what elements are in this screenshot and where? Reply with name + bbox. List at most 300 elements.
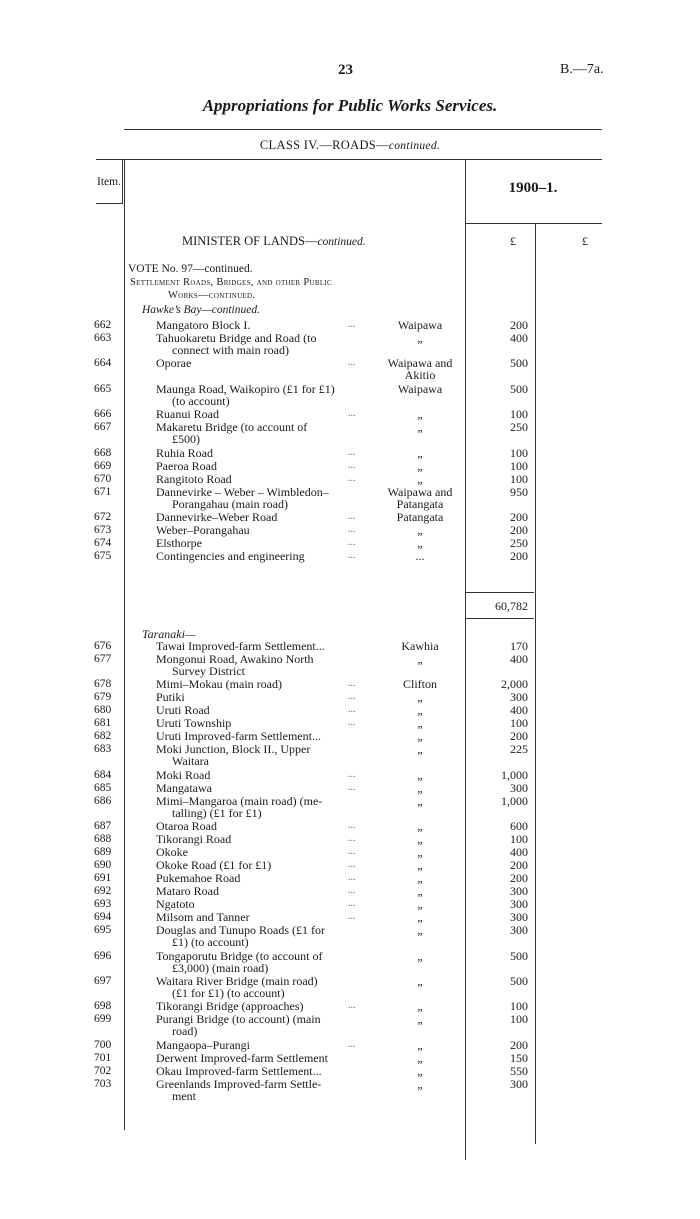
- item-amount: 100: [510, 832, 528, 847]
- item-district-line: „: [417, 407, 423, 422]
- item-district: [380, 885, 460, 897]
- item-amount: 400: [510, 703, 528, 718]
- item-number: 682: [94, 730, 112, 743]
- minister-cont: continued.: [317, 236, 366, 248]
- item-description-line: Tahuokaretu Bridge and Road (to: [156, 331, 317, 345]
- item-amount: 300: [510, 884, 528, 899]
- class-rule: [96, 159, 602, 160]
- item-district: [380, 357, 460, 381]
- item-district: [380, 653, 460, 665]
- item-amount: 300: [510, 780, 528, 795]
- item-description-line: Rangitoto Road: [156, 471, 232, 486]
- item-description: [156, 769, 210, 781]
- pound-sign-2: £: [582, 234, 588, 248]
- item-district-line: „: [417, 780, 423, 795]
- item-number: 690: [94, 859, 112, 872]
- item-description-line: Putiki: [156, 690, 185, 705]
- item-description: [156, 975, 318, 999]
- item-amount: 1,000: [501, 767, 528, 782]
- item-number: 696: [94, 949, 112, 962]
- item-description: [156, 511, 277, 523]
- pound-sign-1: £: [510, 234, 516, 248]
- item-number: 687: [94, 820, 112, 833]
- item-number: 684: [94, 768, 112, 781]
- item-description-line: Moki Junction, Block II., Upper: [156, 742, 311, 757]
- item-description-line: Paeroa Road: [156, 458, 217, 473]
- subtotal-rule-top: [466, 592, 534, 593]
- item-amount: 300: [510, 690, 528, 705]
- item-district: [380, 704, 460, 716]
- item-district-line: „: [417, 999, 423, 1014]
- item-number: 685: [94, 781, 112, 794]
- item-header-rule: [96, 203, 123, 204]
- year-header-rule: [465, 223, 602, 224]
- item-description-line: Ngatoto: [156, 897, 195, 912]
- item-amount: 200: [510, 871, 528, 886]
- item-description: [156, 820, 217, 832]
- item-description-line: Mangatawa: [156, 780, 212, 795]
- item-district: [380, 833, 460, 845]
- item-description-line: Mangaopa–Purangi: [156, 1037, 250, 1052]
- item-number: 694: [94, 911, 112, 924]
- leader-dots: ...: [348, 859, 356, 871]
- item-number: 672: [94, 511, 112, 523]
- second-amount-col-rule: [535, 224, 536, 1144]
- item-number: 676: [94, 640, 112, 652]
- item-description: [156, 1052, 328, 1064]
- item-description: [156, 678, 282, 690]
- item-amount: 100: [510, 471, 528, 486]
- item-description-line: Waitara River Bridge (main road): [156, 974, 318, 988]
- item-district-line: „: [417, 331, 423, 345]
- subtotal-value: 60,782: [495, 599, 528, 613]
- item-description-line: Purangi Bridge (to account) (main: [156, 1012, 321, 1027]
- item-number: 697: [94, 975, 112, 987]
- minister-main: MINISTER OF LANDS—: [182, 234, 318, 248]
- item-description-line: Oporae: [156, 356, 192, 371]
- item-district-line: ...: [415, 549, 425, 563]
- item-district-line: „: [417, 793, 423, 808]
- item-amount: 400: [510, 652, 528, 666]
- item-district: [380, 550, 460, 562]
- item-district: [380, 1000, 460, 1012]
- item-description: [156, 795, 322, 819]
- item-description-line: Okau Improved-farm Settlement...: [156, 1063, 322, 1078]
- item-district-line: „: [417, 690, 423, 705]
- item-description: [156, 924, 325, 948]
- leader-dots: ...: [348, 781, 356, 793]
- item-amount: 100: [510, 999, 528, 1014]
- item-number: 683: [94, 743, 112, 756]
- item-district-line: „: [417, 742, 423, 757]
- item-amount: 100: [510, 1012, 528, 1027]
- item-district: [380, 691, 460, 703]
- item-description-line: Weber–Porangahau: [156, 523, 250, 537]
- item-district: [380, 924, 460, 936]
- item-description: [156, 782, 212, 794]
- item-district: [380, 1052, 460, 1064]
- item-description-line: Tikorangi Road: [156, 832, 232, 847]
- item-description: [156, 421, 307, 445]
- item-number: 681: [94, 717, 112, 730]
- item-district: [380, 447, 460, 459]
- item-number: 702: [94, 1064, 112, 1077]
- item-district-line: „: [417, 884, 423, 899]
- item-district: [380, 1078, 460, 1090]
- item-district: [380, 859, 460, 871]
- item-description: [156, 383, 335, 407]
- item-description-line: Mataro Road: [156, 884, 219, 899]
- page-number: 23: [338, 62, 353, 78]
- item-description-line: Mangatoro Block I.: [156, 318, 251, 332]
- item-number: 673: [94, 524, 112, 536]
- item-description-line: Makaretu Bridge (to account of: [156, 420, 308, 435]
- item-district-line: „: [417, 1037, 423, 1052]
- item-district-line: Waipawa: [397, 381, 443, 396]
- leader-dots: ...: [348, 408, 356, 420]
- item-district-line: „: [417, 948, 423, 963]
- leader-dots: ...: [348, 885, 356, 897]
- item-amount: 150: [510, 1050, 528, 1065]
- leader-dots: ...: [348, 768, 356, 780]
- item-description: [156, 743, 310, 767]
- vote-subheading-cont: Works—continued.: [168, 290, 256, 301]
- item-description-line: Ruanui Road: [156, 407, 219, 422]
- item-amount: 300: [510, 1076, 528, 1091]
- item-district-line: „: [417, 703, 423, 718]
- item-district: [380, 1039, 460, 1051]
- item-district-line: „: [417, 1050, 423, 1065]
- item-description: [156, 524, 250, 536]
- item-amount: 100: [510, 445, 528, 460]
- item-description-line: Derwent Improved-farm Settlement: [156, 1050, 328, 1065]
- item-number: 692: [94, 885, 112, 898]
- item-description: [156, 537, 202, 549]
- item-district-line: „: [417, 458, 423, 473]
- item-description-line: Moki Road: [156, 767, 211, 782]
- item-description-line: (to account): [172, 393, 230, 408]
- item-description-line: £1) (to account): [172, 935, 249, 950]
- leader-dots: ...: [348, 472, 356, 484]
- item-description: [156, 846, 188, 858]
- item-district: [380, 473, 460, 485]
- item-district: [380, 730, 460, 742]
- item-amount: 250: [510, 536, 528, 550]
- item-district-line: Waipawa and: [387, 356, 453, 371]
- item-description-line: Tawai Improved-farm Settlement...: [156, 639, 325, 653]
- item-district: [380, 769, 460, 781]
- item-district: [380, 782, 460, 794]
- item-description: [156, 1065, 322, 1077]
- item-district-line: „: [417, 910, 423, 925]
- item-district: [380, 332, 460, 344]
- item-number: 695: [94, 924, 112, 937]
- leader-dots: ...: [348, 704, 356, 716]
- item-amount: 250: [510, 420, 528, 435]
- item-district-line: „: [417, 832, 423, 847]
- item-col-left-rule: [122, 160, 123, 203]
- leader-dots: ...: [348, 1038, 356, 1050]
- vote-heading: VOTE No. 97—continued.: [128, 263, 253, 275]
- item-number: 677: [94, 653, 112, 665]
- item-district-line: „: [417, 858, 423, 873]
- item-description: [156, 1039, 250, 1051]
- item-amount: 400: [510, 845, 528, 860]
- item-amount: 170: [510, 639, 528, 653]
- item-description-line: Maunga Road, Waikopiro (£1 for £1): [156, 381, 335, 396]
- item-description-line: connect with main road): [172, 343, 289, 357]
- leader-dots: ...: [348, 898, 356, 910]
- vote-subheading: Settlement Roads, Bridges, and other Public: [130, 277, 333, 288]
- item-description: [156, 833, 231, 845]
- item-description: [156, 885, 219, 897]
- leader-dots: ...: [348, 846, 356, 858]
- leader-dots: ...: [348, 537, 356, 548]
- item-number: 699: [94, 1013, 112, 1026]
- item-district: [380, 795, 460, 807]
- item-description-line: Ruhia Road: [156, 445, 213, 460]
- leader-dots: ...: [348, 524, 356, 535]
- item-amount: 300: [510, 897, 528, 912]
- item-number: 675: [94, 550, 112, 562]
- item-description: [156, 486, 329, 510]
- leader-dots: ...: [348, 511, 356, 522]
- item-amount: 600: [510, 819, 528, 834]
- document-reference: B.—7a.: [560, 62, 604, 77]
- item-description-line: Uruti Township: [156, 716, 232, 731]
- leader-dots: ...: [348, 911, 356, 923]
- item-amount: 225: [510, 742, 528, 757]
- item-description-line: Elsthorpe: [156, 536, 202, 550]
- item-amount: 200: [510, 549, 528, 563]
- item-amount: 400: [510, 331, 528, 345]
- item-district: [380, 383, 460, 395]
- item-description-line: road): [172, 1024, 198, 1039]
- leader-dots: ...: [348, 459, 356, 471]
- class-heading-main: CLASS IV.—ROADS—: [259, 138, 389, 152]
- item-amount: 200: [510, 523, 528, 537]
- item-district: [380, 408, 460, 420]
- item-district: [380, 537, 460, 549]
- item-description: [156, 730, 321, 742]
- item-description-line: Uruti Road: [156, 703, 210, 718]
- item-district-line: Akitio: [404, 368, 436, 383]
- region-heading-taranaki: Taranaki—: [142, 627, 196, 641]
- leader-dots: ...: [348, 446, 356, 458]
- item-description-line: (£1 for £1) (to account): [172, 986, 285, 1000]
- item-description-line: Dannevirke–Weber Road: [156, 510, 278, 524]
- item-description: [156, 691, 185, 703]
- item-district-line: „: [417, 767, 423, 782]
- item-amount: 200: [510, 510, 528, 524]
- item-description: [156, 408, 219, 420]
- item-district: [380, 678, 460, 690]
- item-district-line: „: [417, 536, 423, 550]
- item-district-line: „: [417, 897, 423, 912]
- item-district: [380, 872, 460, 884]
- leader-dots: ...: [348, 357, 356, 369]
- item-description-line: Tikorangi Bridge (approaches): [156, 999, 304, 1014]
- item-description: [156, 911, 250, 923]
- item-number: 700: [94, 1038, 112, 1051]
- item-amount: 100: [510, 458, 528, 473]
- item-number: 680: [94, 704, 112, 717]
- item-description: [156, 550, 305, 562]
- item-district-line: „: [417, 845, 423, 860]
- item-description: [156, 1013, 321, 1037]
- item-description-line: Contingencies and engineering: [156, 549, 305, 563]
- item-amount: 500: [510, 381, 528, 396]
- item-amount: 500: [510, 356, 528, 371]
- item-amount: 100: [510, 716, 528, 731]
- item-description: [156, 473, 232, 485]
- item-district: [380, 911, 460, 923]
- item-header: Item.: [97, 176, 121, 188]
- item-amount: 100: [510, 407, 528, 422]
- item-district-line: „: [417, 652, 423, 666]
- item-number: 670: [94, 472, 112, 485]
- item-district: [380, 460, 460, 472]
- item-amount: 200: [510, 858, 528, 873]
- item-number: 668: [94, 446, 112, 459]
- item-district-line: Patangata: [396, 510, 444, 524]
- item-description-line: Okoke: [156, 845, 188, 860]
- item-description-line: Greenlands Improved-farm Settle-: [156, 1076, 322, 1091]
- item-description: [156, 640, 325, 652]
- item-district-line: „: [417, 923, 423, 938]
- subtotal-rule-bottom: [466, 618, 534, 619]
- item-description-line: talling) (£1 for £1): [172, 805, 262, 820]
- leader-dots: ...: [348, 833, 356, 845]
- leader-dots: ...: [348, 820, 356, 832]
- item-district-line: „: [417, 819, 423, 834]
- item-number: 691: [94, 872, 112, 885]
- item-number: 686: [94, 794, 112, 807]
- item-description-line: Mimi–Mokau (main road): [156, 677, 282, 692]
- item-district: [380, 975, 460, 987]
- class-heading-cont: continued.: [388, 140, 441, 152]
- item-number: 701: [94, 1051, 112, 1064]
- item-district: [380, 524, 460, 536]
- item-district-line: Clifton: [402, 677, 437, 692]
- item-description: [156, 357, 191, 369]
- amount-col-rule: [465, 160, 466, 1160]
- title-rule: [124, 129, 602, 130]
- year-header: 1900–1.: [508, 180, 558, 196]
- item-amount: 550: [510, 1063, 528, 1078]
- item-description: [156, 653, 314, 677]
- item-district-line: Waipawa and: [387, 484, 453, 499]
- item-district: [380, 421, 460, 433]
- item-number: 667: [94, 421, 112, 434]
- item-amount: 200: [510, 1037, 528, 1052]
- item-district: [380, 511, 460, 523]
- item-number: 662: [94, 319, 112, 331]
- item-amount: 2,000: [501, 677, 528, 692]
- item-description-line: Douglas and Tunupo Roads (£1 for: [156, 923, 326, 938]
- item-district: [380, 743, 460, 755]
- item-district: [380, 640, 460, 652]
- item-description-line: Okoke Road (£1 for £1): [156, 858, 272, 873]
- item-description-line: Mongonui Road, Awakino North: [156, 652, 314, 666]
- leader-dots: ...: [348, 678, 356, 690]
- item-district: [380, 846, 460, 858]
- item-district-line: „: [417, 1012, 423, 1027]
- minister-heading: [182, 234, 366, 249]
- item-district-line: „: [417, 871, 423, 886]
- item-district-line: Waipawa: [397, 318, 443, 332]
- item-description-line: £500): [172, 432, 200, 447]
- item-description: [156, 950, 322, 974]
- item-amount: 200: [510, 318, 528, 332]
- leader-dots: ...: [348, 872, 356, 884]
- item-number: 665: [94, 382, 112, 395]
- item-description-line: Mimi–Mangaroa (main road) (me-: [156, 793, 323, 808]
- leader-dots: ...: [348, 550, 356, 561]
- item-district: [380, 1013, 460, 1025]
- item-amount: 500: [510, 948, 528, 963]
- item-district-line: „: [417, 1063, 423, 1078]
- item-description-line: £3,000) (main road): [172, 960, 269, 975]
- item-number: 663: [94, 332, 112, 344]
- item-district: [380, 1065, 460, 1077]
- item-number: 689: [94, 846, 112, 859]
- page-title: Appropriations for Public Works Services.: [202, 96, 498, 115]
- item-description: [156, 319, 250, 331]
- item-description: [156, 1078, 321, 1102]
- item-description: [156, 717, 231, 729]
- item-district: [380, 950, 460, 962]
- desc-col-rule: [124, 160, 125, 1130]
- leader-dots: ...: [348, 319, 356, 330]
- item-district-line: „: [417, 523, 423, 537]
- item-district-line: „: [417, 445, 423, 460]
- item-amount: 300: [510, 910, 528, 925]
- item-description-line: ment: [172, 1088, 196, 1103]
- leader-dots: ...: [348, 1000, 356, 1012]
- item-description: [156, 872, 240, 884]
- item-description-line: Pukemahoe Road: [156, 871, 241, 886]
- region-heading-hawkes-bay: Hawke’s Bay—continued.: [142, 304, 260, 316]
- item-amount: 300: [510, 923, 528, 938]
- item-description: [156, 898, 195, 910]
- item-district-line: „: [417, 974, 423, 988]
- item-district-line: „: [417, 1076, 423, 1091]
- item-amount: 200: [510, 729, 528, 744]
- item-district-line: „: [417, 420, 423, 435]
- item-number: 698: [94, 1000, 112, 1013]
- item-number: 674: [94, 537, 112, 549]
- item-number: 693: [94, 898, 112, 911]
- class-heading: [0, 138, 700, 153]
- item-amount: 500: [510, 974, 528, 988]
- leader-dots: ...: [348, 717, 356, 729]
- item-description-line: Uruti Improved-farm Settlement...: [156, 729, 321, 744]
- item-description: [156, 332, 316, 356]
- item-district: [380, 319, 460, 331]
- item-description: [156, 447, 213, 459]
- item-district-line: „: [417, 729, 423, 744]
- item-description-line: Survey District: [172, 664, 245, 678]
- item-description-line: Dannevirke – Weber – Wimbledon–: [156, 484, 329, 499]
- item-number: 688: [94, 833, 112, 846]
- item-number: 671: [94, 485, 112, 498]
- item-district-line: „: [417, 716, 423, 731]
- item-amount: 950: [510, 484, 528, 499]
- item-district-line: „: [417, 471, 423, 486]
- item-description: [156, 460, 217, 472]
- item-number: 669: [94, 459, 112, 472]
